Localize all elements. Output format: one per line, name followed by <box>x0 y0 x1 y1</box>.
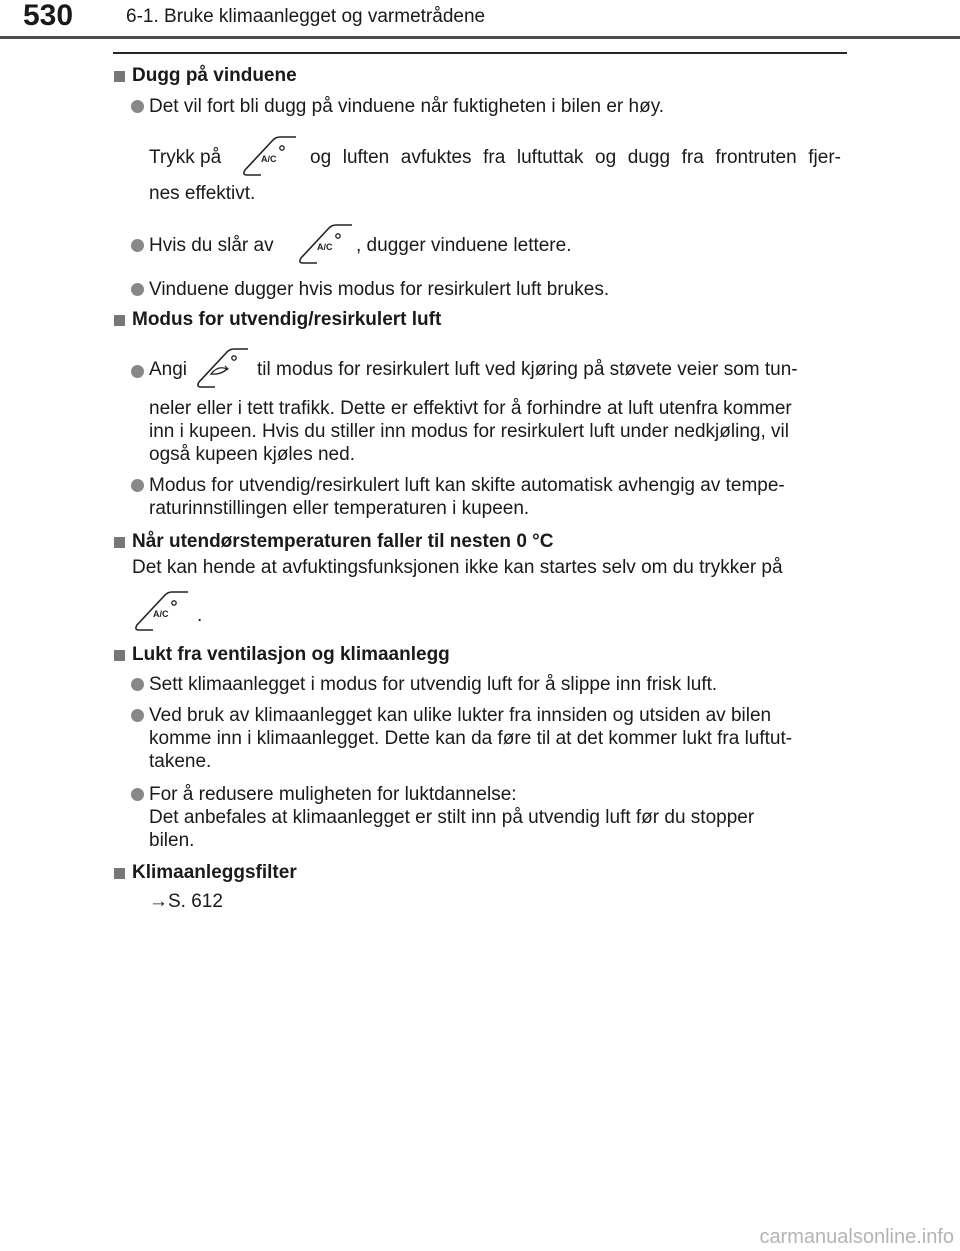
paragraph-line: Det anbefales at klimaanlegget er stilt inn på utvendig luft før du stopper <box>149 807 755 828</box>
section-marker <box>114 537 125 548</box>
paragraph-line: . <box>197 605 203 626</box>
chapter-title: 6-1. Bruke klimaanlegget og varmetrådene <box>126 6 486 27</box>
paragraph-text: og luften avfuktes fra luftuttak og dugg fra frontruten fjer- <box>310 147 841 168</box>
paragraph-line: Modus for utvendig/resirkulert luft kan skifte automatisk avhengig av tempe- <box>149 475 785 496</box>
paragraph-line <box>310 146 841 170</box>
paragraph-line: takene. <box>149 751 212 772</box>
section-heading-lukt: Lukt fra ventilasjon og klimaanlegg <box>132 644 450 665</box>
paragraph-line: nes effektivt. <box>149 183 256 204</box>
bullet <box>131 100 144 113</box>
ac-button-icon <box>132 590 194 634</box>
bullet <box>131 678 144 691</box>
section-marker <box>114 71 125 82</box>
paragraph-line: komme inn i klimaanlegget. Dette kan da føre til at det kommer lukt fra luftut- <box>149 728 793 749</box>
section-heading-dugg: Dugg på vinduene <box>132 65 297 86</box>
section-marker <box>114 868 125 879</box>
paragraph-line: Det vil fort bli dugg på vinduene når fuktigheten i bilen er høy. <box>149 96 665 117</box>
bullet <box>131 479 144 492</box>
paragraph-line: bilen. <box>149 830 195 851</box>
paragraph-line: Hvis du slår av <box>149 235 274 256</box>
footer-watermark: carmanualsonline.info <box>759 1226 954 1248</box>
ac-button-icon <box>296 223 358 267</box>
paragraph-line: Ved bruk av klimaanlegget kan ulike lukter fra innsiden og utsiden av bilen <box>149 705 772 726</box>
svg-text:A/C: A/C <box>153 609 169 619</box>
svg-text:A/C: A/C <box>317 242 333 252</box>
paragraph-line: Trykk på <box>149 147 222 168</box>
section-heading-modus: Modus for utvendig/resirkulert luft <box>132 309 442 330</box>
paragraph-line: For å redusere muligheten for luktdannelse: <box>149 784 517 805</box>
paragraph-line: også kupeen kjøles ned. <box>149 444 355 465</box>
bullet <box>131 283 144 296</box>
bullet <box>131 239 144 252</box>
bullet <box>131 365 144 378</box>
section-heading-temperatur: Når utendørstemperaturen faller til nesten 0 °C <box>132 531 554 552</box>
section-marker <box>114 650 125 661</box>
recirculation-button-icon <box>194 347 252 391</box>
page-number: 530 <box>23 0 74 32</box>
paragraph-line: til modus for resirkulert luft ved kjøring på støvete veier som tun- <box>257 359 798 380</box>
section-heading-filter: Klimaanleggsfilter <box>132 862 297 883</box>
bullet <box>131 709 144 722</box>
paragraph-line: inn i kupeen. Hvis du stiller inn modus for resirkulert luft under nedkjøling, vil <box>149 421 789 442</box>
header-rule <box>0 36 960 39</box>
paragraph-line: raturinnstillingen eller temperaturen i kupeen. <box>149 498 530 519</box>
paragraph-line: Angi <box>149 359 188 380</box>
page-reference-link[interactable]: →S. 612 <box>149 891 223 912</box>
section-marker <box>114 315 125 326</box>
paragraph-line: Sett klimaanlegget i modus for utvendig luft for å slippe inn frisk luft. <box>149 674 718 695</box>
section-top-rule <box>113 52 847 54</box>
ac-button-icon <box>240 135 302 179</box>
paragraph-line: Vinduene dugger hvis modus for resirkulert luft brukes. <box>149 279 610 300</box>
bullet <box>131 788 144 801</box>
paragraph-line: , dugger vinduene lettere. <box>356 235 572 256</box>
svg-text:A/C: A/C <box>261 154 277 164</box>
paragraph-line: Det kan hende at avfuktingsfunksjonen ikke kan startes selv om du trykker på <box>132 557 783 578</box>
paragraph-line: neler eller i tett trafikk. Dette er effektivt for å forhindre at luft utenfra kommer <box>149 398 792 419</box>
